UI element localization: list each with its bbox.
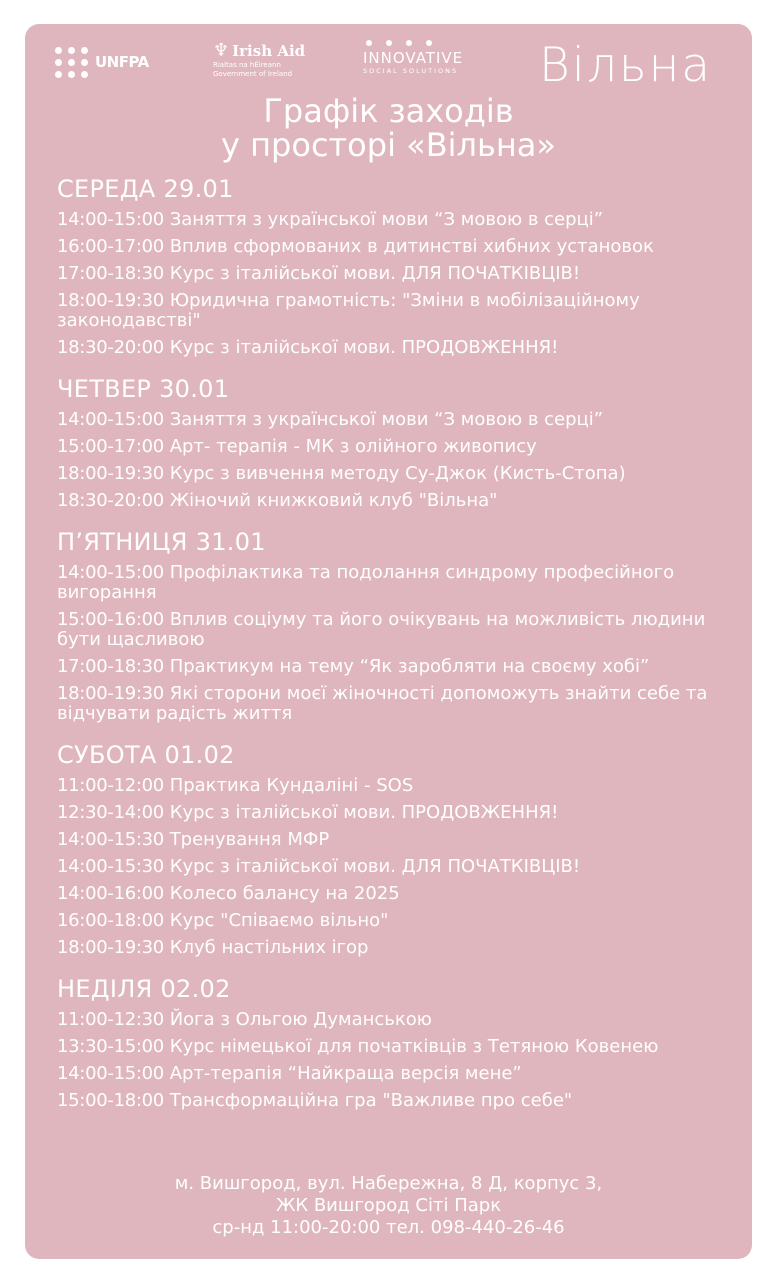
event-title: Заняття з української мови “З мовою в серці” bbox=[169, 409, 604, 430]
day-section bbox=[57, 527, 747, 724]
event-item bbox=[57, 464, 747, 484]
innovative-logo bbox=[363, 40, 463, 75]
event-time: 15:00-17:00 bbox=[57, 436, 164, 457]
brand-logo: Вільна bbox=[539, 38, 713, 93]
day-title: П’ЯТНИЦЯ 31.01 bbox=[57, 528, 266, 556]
event-item bbox=[57, 338, 747, 358]
event-item bbox=[57, 1010, 747, 1030]
irish-aid-sub1: Rialtas na hÉireann bbox=[213, 61, 281, 69]
event-time: 14:00-15:00 bbox=[57, 562, 164, 583]
event-item bbox=[57, 210, 747, 230]
event-item bbox=[57, 563, 747, 603]
event-time: 11:00-12:30 bbox=[57, 1009, 164, 1030]
logo-bar bbox=[25, 38, 752, 98]
event-title: Практика Кундаліні - SOS bbox=[169, 775, 414, 796]
event-time: 14:00-15:30 bbox=[57, 856, 164, 877]
event-time: 16:00-18:00 bbox=[57, 910, 164, 931]
event-title: Трансформаційна гра "Важливе про себе" bbox=[169, 1090, 573, 1111]
day-section bbox=[57, 374, 747, 511]
day-section bbox=[57, 740, 747, 958]
event-item bbox=[57, 830, 747, 850]
event-item bbox=[57, 237, 747, 257]
address-line-2: ЖК Вишгород Сіті Парк bbox=[275, 1195, 502, 1216]
unfpa-logo-text: UNFPA bbox=[95, 53, 149, 71]
event-time: 14:00-15:30 bbox=[57, 829, 164, 850]
event-item bbox=[57, 1064, 747, 1084]
schedule bbox=[57, 174, 747, 1127]
event-title: Арт-терапія “Найкраща версія мене” bbox=[169, 1063, 522, 1084]
event-title: Вплив соціуму та його очікувань на можливість людини бути щасливою bbox=[57, 609, 706, 650]
event-item bbox=[57, 911, 747, 931]
unfpa-dots-icon bbox=[55, 47, 89, 78]
day-section bbox=[57, 174, 747, 358]
event-item bbox=[57, 264, 747, 284]
event-title: Тренування МФР bbox=[169, 829, 330, 850]
event-time: 13:30-15:00 bbox=[57, 1036, 164, 1057]
event-time: 18:00-19:30 bbox=[57, 463, 164, 484]
irish-aid-logo bbox=[213, 40, 323, 79]
event-title: Клуб настільних ігор bbox=[169, 937, 369, 958]
event-title: Юридична грамотність: "Зміни в мобілізаційному законодавстві" bbox=[57, 290, 640, 331]
event-time: 12:30-14:00 bbox=[57, 802, 164, 823]
event-title: Курс з вивчення методу Су-Джок (Кисть-Стопа) bbox=[169, 463, 626, 484]
hours-phone bbox=[25, 1217, 752, 1239]
event-time: 16:00-17:00 bbox=[57, 236, 164, 257]
event-poster bbox=[25, 24, 752, 1259]
event-item bbox=[57, 1037, 747, 1057]
event-item bbox=[57, 491, 747, 511]
event-item bbox=[57, 291, 747, 331]
title-line-2: у просторі «Вільна» bbox=[221, 126, 556, 164]
event-item bbox=[57, 1091, 747, 1111]
event-title: Колесо балансу на 2025 bbox=[169, 883, 400, 904]
event-time: 18:00-19:30 bbox=[57, 290, 164, 311]
event-time: 11:00-12:00 bbox=[57, 775, 164, 796]
unfpa-logo bbox=[55, 40, 149, 84]
day-title: НЕДІЛЯ 02.02 bbox=[57, 975, 231, 1003]
event-title: Курс "Співаємо вільно" bbox=[169, 910, 389, 931]
event-time: 14:00-16:00 bbox=[57, 883, 164, 904]
hours: ср-нд 11:00-20:00 bbox=[212, 1217, 381, 1238]
event-item bbox=[57, 857, 747, 877]
event-item bbox=[57, 410, 747, 430]
event-time: 15:00-18:00 bbox=[57, 1090, 164, 1111]
event-title: Жіночий книжковий клуб "Вільна" bbox=[169, 490, 498, 511]
event-item bbox=[57, 776, 747, 796]
harp-icon: ♆ bbox=[213, 40, 230, 61]
event-title: Арт- терапія - МК з олійного живопису bbox=[169, 436, 537, 457]
event-item bbox=[57, 803, 747, 823]
day-title: СЕРЕДА 29.01 bbox=[57, 175, 234, 203]
event-time: 14:00-15:00 bbox=[57, 1063, 164, 1084]
event-title: Курс німецької для початківців з Тетяною Ковенею bbox=[169, 1036, 659, 1057]
event-time: 18:30-20:00 bbox=[57, 490, 164, 511]
innovative-sub-text: SOCIAL SOLUTIONS bbox=[363, 67, 459, 75]
phone: тел. 098-440-26-46 bbox=[386, 1217, 565, 1238]
event-time: 14:00-15:00 bbox=[57, 409, 164, 430]
day-section bbox=[57, 974, 747, 1111]
event-item bbox=[57, 437, 747, 457]
event-title: Практикум на тему “Як заробляти на своєму хобі” bbox=[169, 656, 650, 677]
footer bbox=[25, 1173, 752, 1239]
event-time: 14:00-15:00 bbox=[57, 209, 164, 230]
event-title: Профілактика та подолання синдрому професійного вигорання bbox=[57, 562, 675, 603]
event-item bbox=[57, 684, 747, 724]
event-title: Які сторони моєї жіночності допоможуть знайти себе та відчувати радість життя bbox=[57, 683, 708, 724]
innovative-main-text: INNOVATIVE bbox=[363, 49, 464, 67]
event-item bbox=[57, 610, 747, 650]
event-time: 18:00-19:30 bbox=[57, 937, 164, 958]
page-title bbox=[25, 94, 752, 162]
event-title: Курс з італійської мови. ДЛЯ ПОЧАТКІВЦІВ! bbox=[169, 856, 581, 877]
irish-aid-sub2: Government of Ireland bbox=[213, 70, 293, 78]
event-time: 17:00-18:30 bbox=[57, 656, 164, 677]
event-time: 17:00-18:30 bbox=[57, 263, 164, 284]
irish-aid-text: Irish Aid bbox=[232, 41, 306, 60]
event-title: Курс з італійської мови. ПРОДОВЖЕННЯ! bbox=[169, 337, 559, 358]
day-title: ЧЕТВЕР 30.01 bbox=[57, 375, 230, 403]
innovative-dots-icon bbox=[366, 40, 463, 46]
event-time: 15:00-16:00 bbox=[57, 609, 164, 630]
event-item bbox=[57, 884, 747, 904]
event-title: Йога з Ольгою Думанською bbox=[169, 1009, 432, 1030]
event-time: 18:00-19:30 bbox=[57, 683, 164, 704]
event-item bbox=[57, 657, 747, 677]
event-title: Вплив сформованих в дитинстві хибних установок bbox=[169, 236, 654, 257]
event-title: Заняття з української мови “З мовою в серці” bbox=[169, 209, 604, 230]
day-title: СУБОТА 01.02 bbox=[57, 741, 235, 769]
title-line-1: Графік заходів bbox=[263, 92, 514, 130]
event-time: 18:30-20:00 bbox=[57, 337, 164, 358]
event-item bbox=[57, 938, 747, 958]
event-title: Курс з італійської мови. ПРОДОВЖЕННЯ! bbox=[169, 802, 559, 823]
address-line-1: м. Вишгород, вул. Набережна, 8 Д, корпус 3, bbox=[174, 1173, 603, 1194]
event-title: Курс з італійської мови. ДЛЯ ПОЧАТКІВЦІВ! bbox=[169, 263, 581, 284]
